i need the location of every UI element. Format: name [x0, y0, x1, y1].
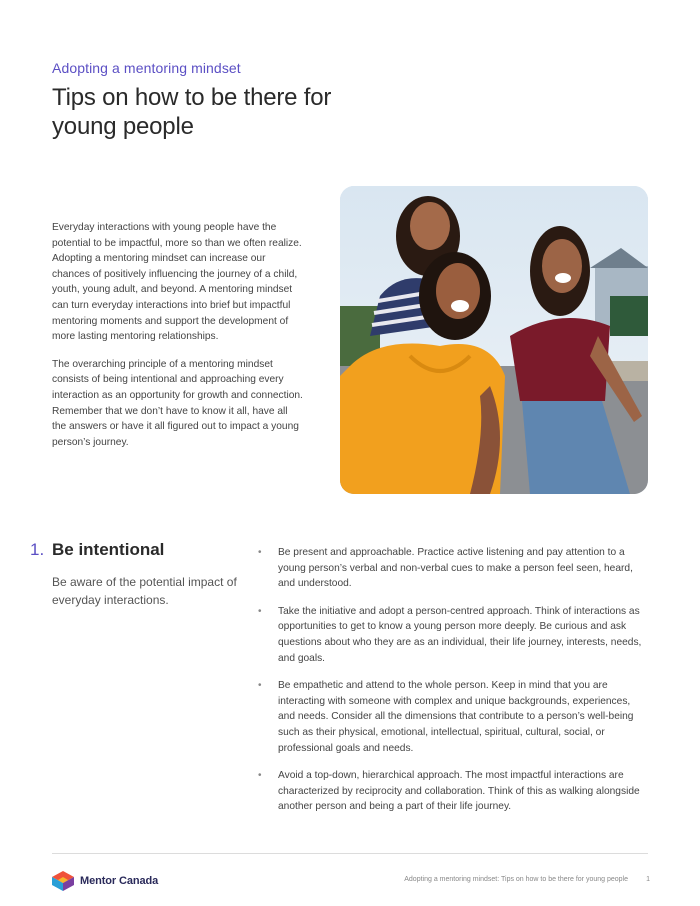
- intro-text: [52, 220, 304, 462]
- intro-paragraph: Everyday interactions with young people have the potential to be impactful, more so than we often realize. Adopting a mentoring mindset can increase our chances of positively influencing the journey of a child, youth, young adult, and beyond. A mentoring mindset can turn everyday interactions into brief but impactful mentoring moments and support the development of more lasting mentoring relationships.: [52, 222, 302, 343]
- bullet-icon: •: [258, 605, 262, 617]
- list-item: [258, 768, 650, 815]
- section-title: Be intentional: [52, 540, 165, 559]
- intro-paragraph: The overarching principle of a mentoring mindset consists of being intentional and approaching every interaction as an opportunity for growth and connection. Remember that we don’t have to know it all, have all the answers or have it all figured out to impact a young person’s journey.: [52, 358, 303, 448]
- footer-doc-title: Adopting a mentoring mindset: Tips on how to be there for young people: [404, 876, 628, 883]
- logo-text: Mentor Canada: [80, 875, 159, 887]
- section-subtitle: Be aware of the potential impact of everyday interactions.: [52, 575, 237, 607]
- page-number: 1: [646, 876, 650, 883]
- list-item-text: Take the initiative and adopt a person-centred approach. Think of interactions as opportunities to get to know a young person more deeply. Be curious and ask questions about who they are as an individual, their life journey, interests, needs, and goals.: [278, 605, 642, 664]
- bullet-icon: •: [258, 770, 262, 782]
- list-item-text: Avoid a top-down, hierarchical approach. The most impactful interactions are characterized by reciprocity and collaboration. Think of this as walking alongside another person and being a part of their life journey.: [278, 770, 640, 813]
- mentor-canada-logo: [52, 871, 158, 891]
- section-kicker: Adopting a mentoring mindset: [52, 60, 241, 76]
- mentor-canada-logo-mark-icon: [52, 871, 74, 891]
- bullet-icon: •: [258, 547, 262, 558]
- section-number: 1.: [30, 540, 45, 559]
- tips-list: [258, 545, 650, 827]
- list-item: [258, 545, 650, 592]
- bullet-icon: •: [258, 680, 262, 692]
- hero-photo: [340, 186, 648, 494]
- list-item-text: Be empathetic and attend to the whole person. Keep in mind that you are interacting with someone with complex and unique backgrounds, experiences, and needs. Consider all the dimensions that contribute to a person’s well-being such as their physical, emotional, intellectual, spiritual, cultural, social, or professional goals and needs.: [278, 680, 634, 754]
- list-item-text: Be present and approachable. Practice active listening and pay attention to a young person’s verbal and non-verbal cues to make a person feel seen, heard, and understood.: [278, 547, 633, 590]
- list-item: [258, 604, 650, 666]
- footer-divider: [52, 853, 648, 854]
- list-item: [258, 678, 650, 756]
- page-title: Tips on how to be there for young people: [52, 84, 332, 140]
- hero-photo-illustration: [340, 186, 648, 494]
